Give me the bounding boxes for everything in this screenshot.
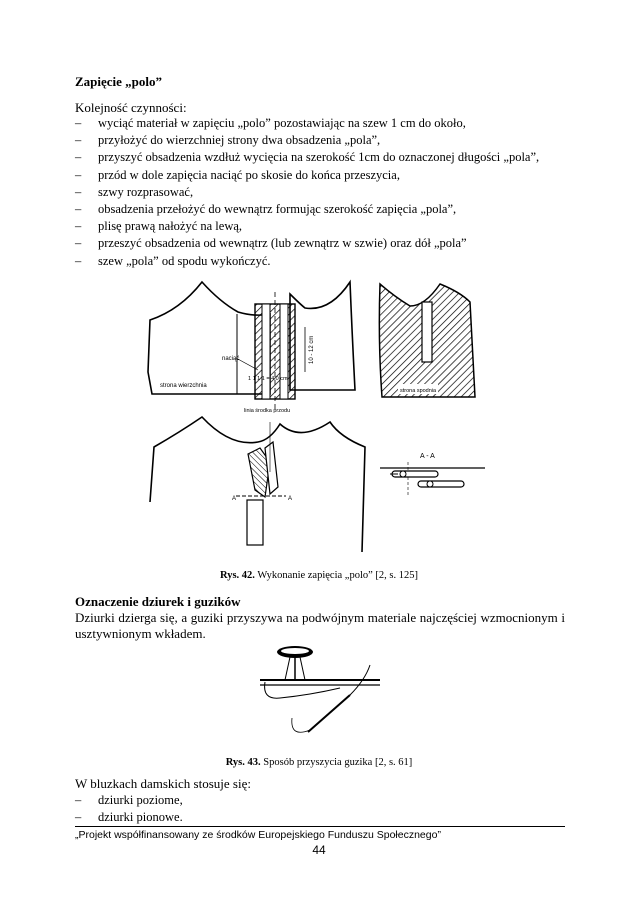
figure-42-caption: Rys. 42. Wykonanie zapięcia „polo” [2, s. 125] [220,570,418,581]
label-naciac: naciąć [222,356,240,362]
list-item: – przyszyć obsadzenia wzdłuż wycięcia na szerokość 1cm do oznaczonej długości „pola”, [75,150,540,165]
label-linia-srodka: linia środka przodu [244,408,291,414]
list-item: – plisę prawą nałożyć na lewą, [75,219,243,234]
label-aa: A - A [420,453,435,460]
label-strona-spodnia: strona spodnia [400,388,437,394]
list-item: – przeszyć obsadzenia od wewnątrz (lub zewnątrz w szwie) oraz dół „pola” [75,236,467,251]
label-strona-wierzchnia: strona wierzchnia [160,383,207,389]
footer-text: „Projekt współfinansowany ze środków Europejskiego Funduszu Społecznego” [75,829,441,841]
figure-polo-placket-diagram [140,272,490,552]
footer-divider [75,826,565,827]
list-item: – szwy rozprasować, [75,184,194,199]
list-item: – obsadzenia przełożyć do wewnątrz formując szerokość zapięcia „pola”, [75,202,457,217]
facing-panel-hatched [379,284,475,397]
list-item: – szew „pola” od spodu wykończyć. [75,253,271,268]
cross-section-aa [380,453,485,497]
paragraph-buttons: Dziurki dzierga się, a guziki przyszywa na podwójnym materiale najczęściej wzmocnionym i usztywnionym wkładem. [75,610,565,641]
list-item: – przód w dole zapięcia naciąć po skosie do końca przeszycia, [75,167,400,182]
label-dimension: 1 1 1 1 = 4,0 cm [248,376,288,382]
list-item: – dziurki poziome, [75,793,183,807]
figure-43-caption: Rys. 43. Sposób przyszycia guzika [2, s. 61] [225,757,413,768]
label-a-left: A [232,496,237,502]
paragraph-blouses: W bluzkach damskich stosuje się: [75,776,251,791]
front-panel-top [148,282,355,414]
list-item: – dziurki pionowe. [75,810,183,824]
steps-list [75,115,575,270]
dim-label: 10 - 12 cm [309,335,315,364]
needle-icon [308,695,350,732]
label-a-right: A [288,496,293,502]
buttonhole-types-list [75,792,183,826]
figure-button-sewing [250,640,390,740]
list-item: – przyłożyć do wierzchniej strony dwa obsadzenia „pola”, [75,133,381,148]
section-heading-buttons: Oznaczenie dziurek i guzików [75,594,241,609]
section-heading-polo: Zapięcie „polo” [75,74,163,89]
page-number: 44 [312,843,326,857]
list-item: – wyciąć materiał w zapięciu „polo” pozostawiając na szew 1 cm do około, [75,116,466,130]
steps-intro: Kolejność czynności: [75,100,187,115]
front-panel-bottom [150,417,365,552]
